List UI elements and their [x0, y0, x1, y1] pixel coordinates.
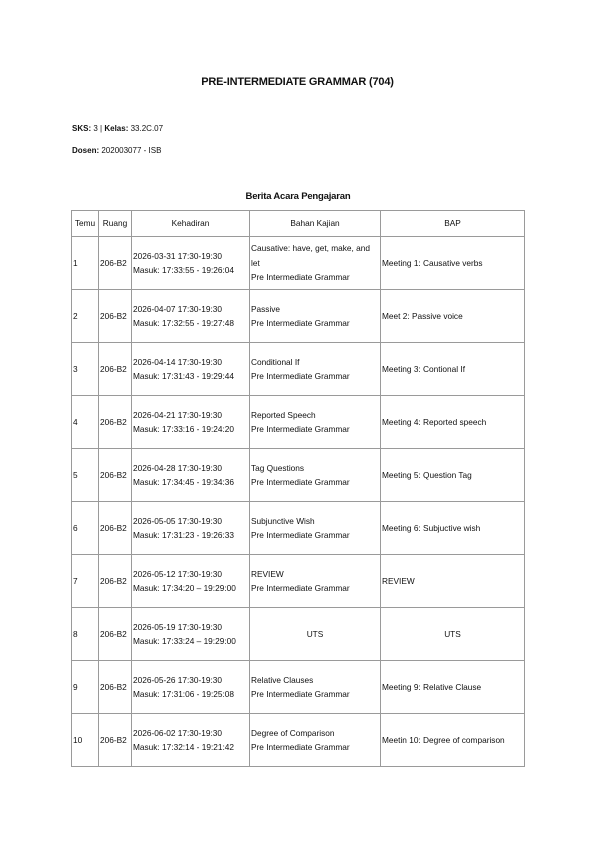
cell-bahan-kajian — [250, 290, 381, 343]
cell-ruang: 206-B2 — [99, 502, 132, 555]
cell-kehadiran — [132, 290, 250, 343]
header-bap: BAP — [381, 211, 525, 237]
table-row — [72, 555, 525, 608]
course-info — [72, 124, 163, 133]
header-kehadiran: Kehadiran — [132, 211, 250, 237]
cell-ruang: 206-B2 — [99, 661, 132, 714]
bahan-source: Pre Intermediate Grammar — [251, 689, 350, 699]
cell-bap: Meeting 6: Subjuctive wish — [381, 502, 525, 555]
masuk-text: Masuk: 17:32:14 - 19:21:42 — [133, 742, 235, 752]
bahan-text: Degree of Comparison — [251, 727, 335, 738]
sks-label: SKS: — [72, 124, 92, 133]
cell-kehadiran — [132, 502, 250, 555]
bahan-text: REVIEW — [251, 568, 284, 579]
cell-bahan-kajian — [250, 343, 381, 396]
table-row — [72, 502, 525, 555]
bahan-source: Pre Intermediate Grammar — [251, 742, 350, 752]
cell-bahan-kajian — [250, 449, 381, 502]
bahan-text: Reported Speech — [251, 409, 316, 420]
jadwal-text: 2026-04-07 17:30-19:30 — [133, 303, 223, 314]
bahan-text: Conditional If — [251, 356, 300, 367]
separator: | — [100, 124, 103, 133]
jadwal-text: 2026-04-14 17:30-19:30 — [133, 356, 223, 367]
masuk-text: Masuk: 17:31:43 - 19:29:44 — [133, 371, 235, 381]
cell-kehadiran — [132, 608, 250, 661]
cell-kehadiran — [132, 449, 250, 502]
table-row — [72, 343, 525, 396]
jadwal-text: 2026-05-05 17:30-19:30 — [133, 515, 223, 526]
cell-bahan-kajian — [250, 396, 381, 449]
bahan-text: Tag Questions — [251, 462, 305, 473]
bahan-text: Passive — [251, 303, 281, 314]
masuk-text: Masuk: 17:34:45 - 19:34:36 — [133, 477, 235, 487]
table-row — [72, 396, 525, 449]
sks-value: 3 — [93, 124, 98, 133]
cell-ruang: 206-B2 — [99, 343, 132, 396]
cell-kehadiran — [132, 396, 250, 449]
masuk-text: Masuk: 17:31:06 - 19:25:08 — [133, 689, 235, 699]
bahan-source: Pre Intermediate Grammar — [251, 477, 350, 487]
lecturer-info — [72, 146, 161, 155]
dosen-value: 202003077 - ISB — [101, 146, 162, 155]
cell-bap: Meet 2: Passive voice — [381, 290, 525, 343]
table-row — [72, 290, 525, 343]
cell-temu: 8 — [72, 608, 99, 661]
cell-bahan-kajian — [250, 237, 381, 290]
cell-ruang: 206-B2 — [99, 290, 132, 343]
bahan-source: Pre Intermediate Grammar — [251, 583, 350, 593]
cell-bahan-kajian: UTS — [250, 608, 381, 661]
teaching-record-table — [71, 210, 525, 767]
jadwal-text: 2026-03-31 17:30-19:30 — [133, 250, 223, 261]
cell-kehadiran — [132, 237, 250, 290]
bahan-source: Pre Intermediate Grammar — [251, 272, 350, 283]
masuk-text: Masuk: 17:33:55 - 19:26:04 — [133, 265, 235, 275]
cell-temu: 9 — [72, 661, 99, 714]
table-header-row — [72, 211, 525, 237]
cell-temu: 10 — [72, 714, 99, 767]
kelas-value: 33.2C.07 — [130, 124, 164, 133]
table-row — [72, 661, 525, 714]
cell-ruang: 206-B2 — [99, 449, 132, 502]
header-temu: Temu — [72, 211, 99, 237]
jadwal-text: 2026-04-21 17:30-19:30 — [133, 409, 223, 420]
cell-temu: 1 — [72, 237, 99, 290]
cell-bap: REVIEW — [381, 555, 525, 608]
cell-ruang: 206-B2 — [99, 555, 132, 608]
masuk-text: Masuk: 17:31:23 - 19:26:33 — [133, 530, 235, 540]
jadwal-text: 2026-05-19 17:30-19:30 — [133, 621, 223, 632]
masuk-text: Masuk: 17:34:20 – 19:29:00 — [133, 583, 236, 593]
cell-bap: Meetin 10: Degree of comparison — [381, 714, 525, 767]
cell-kehadiran — [132, 661, 250, 714]
cell-temu: 5 — [72, 449, 99, 502]
jadwal-text: 2026-05-12 17:30-19:30 — [133, 568, 223, 579]
table-row — [72, 608, 525, 661]
cell-kehadiran — [132, 714, 250, 767]
cell-ruang: 206-B2 — [99, 396, 132, 449]
cell-ruang: 206-B2 — [99, 237, 132, 290]
masuk-text: Masuk: 17:33:24 – 19:29:00 — [133, 636, 236, 646]
dosen-label: Dosen: — [72, 146, 100, 155]
cell-ruang: 206-B2 — [99, 608, 132, 661]
cell-temu: 4 — [72, 396, 99, 449]
cell-bap: Meeting 1: Causative verbs — [381, 237, 525, 290]
bahan-source: Pre Intermediate Grammar — [251, 371, 350, 381]
cell-bahan-kajian — [250, 555, 381, 608]
header-ruang: Ruang — [99, 211, 132, 237]
cell-bap: Meeting 4: Reported speech — [381, 396, 525, 449]
cell-bap: Meeting 3: Contional If — [381, 343, 525, 396]
cell-bap: Meeting 5: Question Tag — [381, 449, 525, 502]
cell-temu: 2 — [72, 290, 99, 343]
header-bahan-kajian: Bahan Kajian — [250, 211, 381, 237]
cell-kehadiran — [132, 555, 250, 608]
cell-bap: UTS — [381, 608, 525, 661]
cell-bahan-kajian — [250, 502, 381, 555]
masuk-text: Masuk: 17:32:55 - 19:27:48 — [133, 318, 235, 328]
cell-bahan-kajian — [250, 661, 381, 714]
jadwal-text: 2026-04-28 17:30-19:30 — [133, 462, 223, 473]
cell-temu: 6 — [72, 502, 99, 555]
cell-temu: 3 — [72, 343, 99, 396]
bahan-source: Pre Intermediate Grammar — [251, 424, 350, 434]
cell-bap: Meeting 9: Relative Clause — [381, 661, 525, 714]
bahan-text: Causative: have, get, make, and let — [251, 243, 370, 268]
table-row — [72, 714, 525, 767]
bahan-text: Subjunctive Wish — [251, 515, 315, 526]
bahan-source: Pre Intermediate Grammar — [251, 530, 350, 540]
table-row — [72, 449, 525, 502]
table-row — [72, 237, 525, 290]
kelas-label: Kelas: — [104, 124, 129, 133]
bahan-source: Pre Intermediate Grammar — [251, 318, 350, 328]
cell-kehadiran — [132, 343, 250, 396]
masuk-text: Masuk: 17:33:16 - 19:24:20 — [133, 424, 235, 434]
cell-bahan-kajian — [250, 714, 381, 767]
table-caption: Berita Acara Pengajaran — [245, 191, 351, 202]
page-title: PRE-INTERMEDIATE GRAMMAR (704) — [201, 76, 394, 88]
jadwal-text: 2026-06-02 17:30-19:30 — [133, 727, 223, 738]
cell-ruang: 206-B2 — [99, 714, 132, 767]
cell-temu: 7 — [72, 555, 99, 608]
jadwal-text: 2026-05-26 17:30-19:30 — [133, 674, 223, 685]
bahan-text: Relative Clauses — [251, 674, 314, 685]
